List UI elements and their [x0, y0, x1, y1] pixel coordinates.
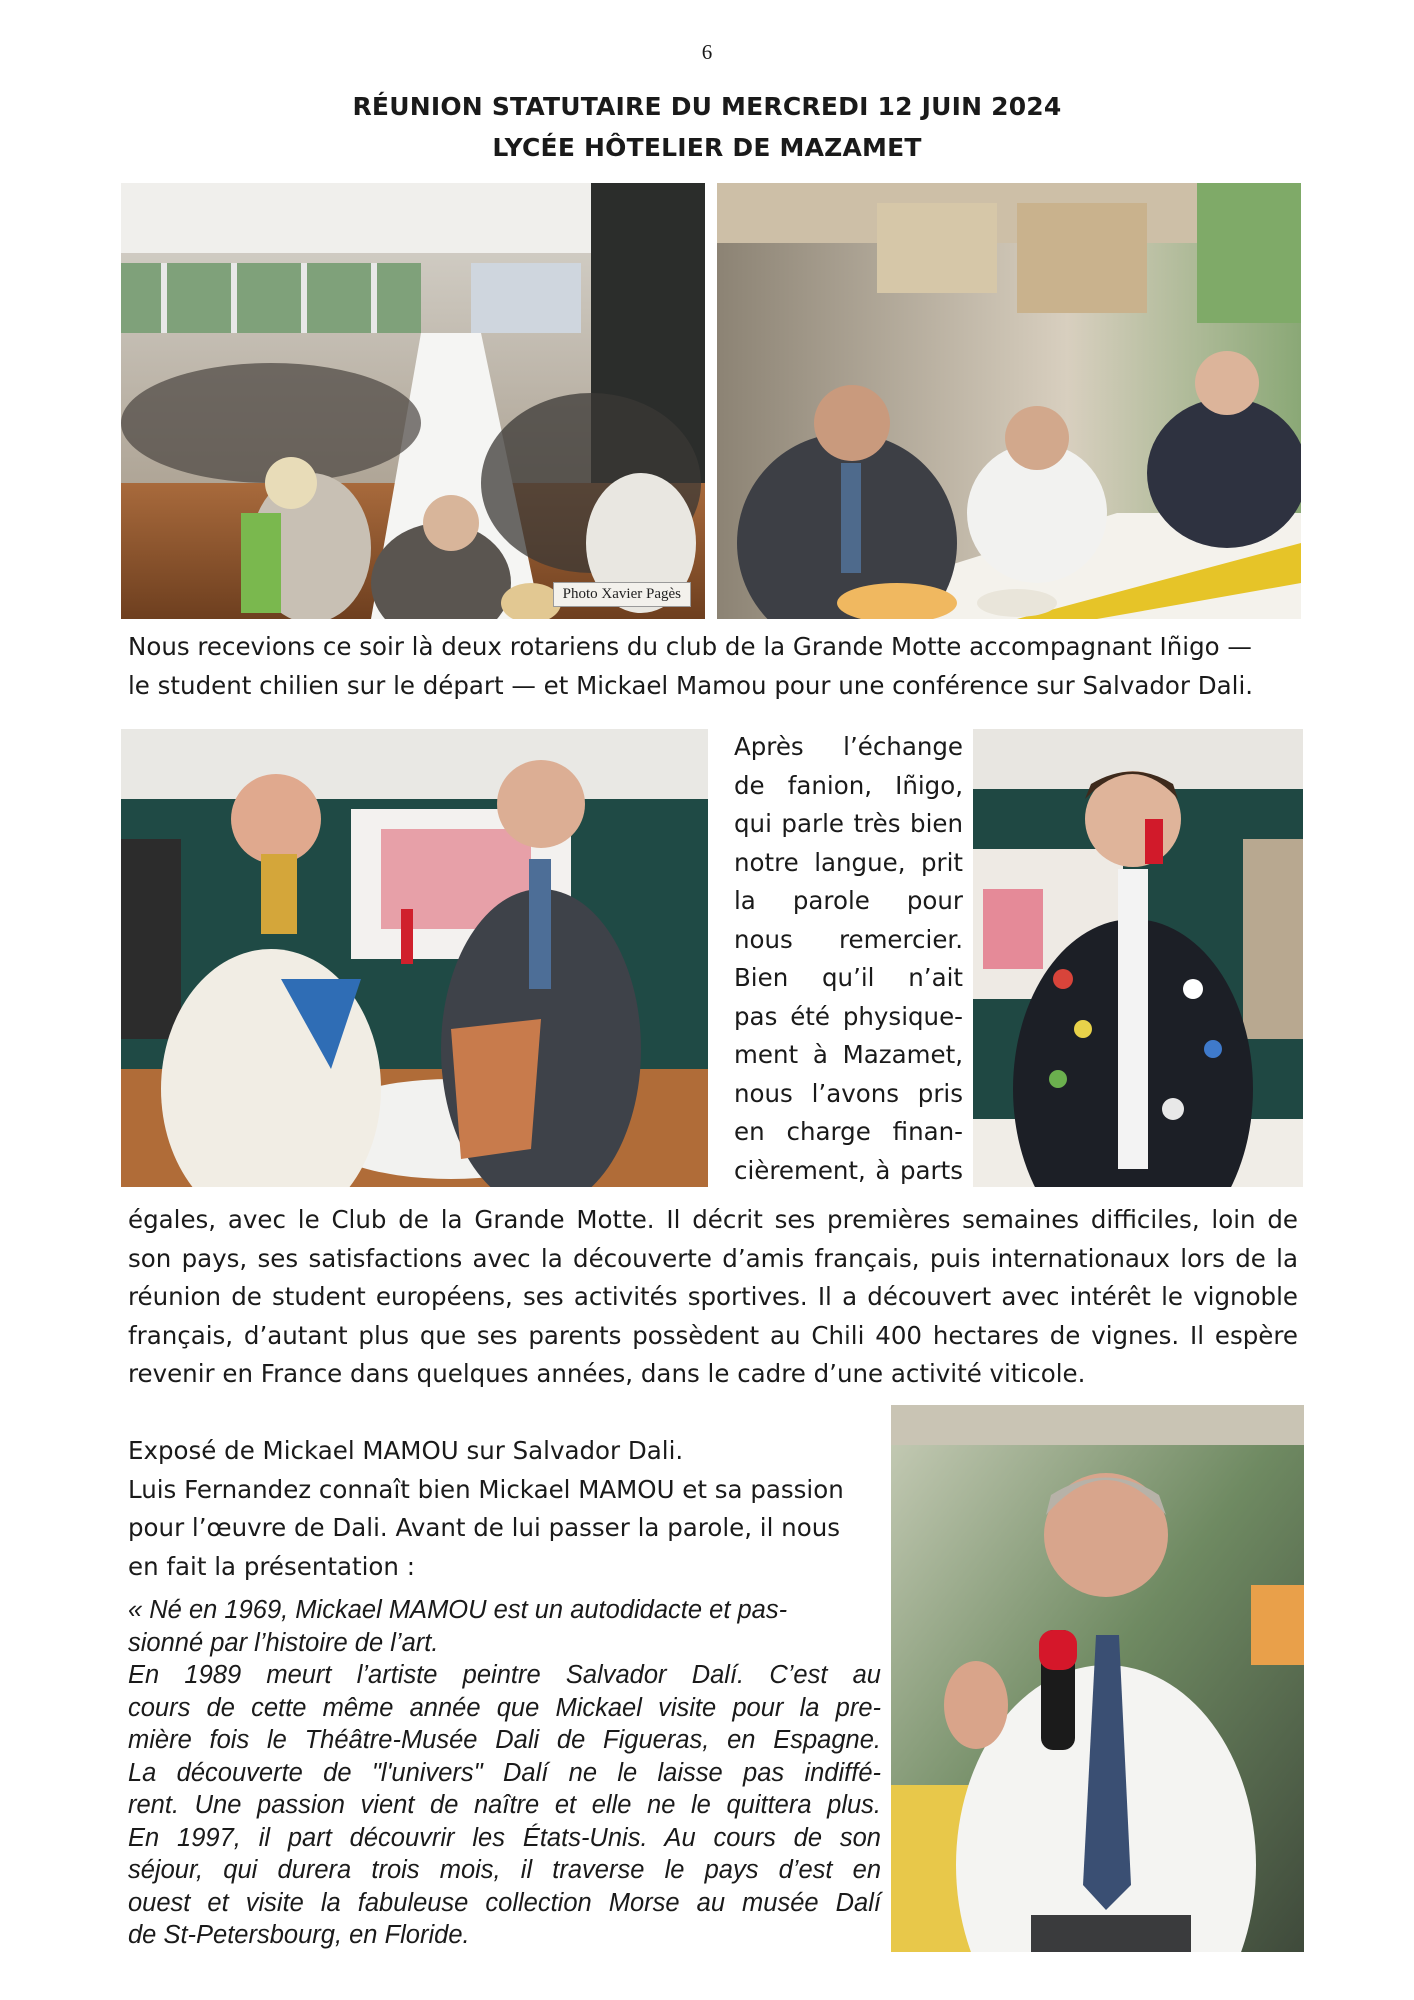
middle-line: nous remercier. [734, 924, 963, 954]
middle-column-text [734, 728, 963, 1190]
continuation-line: égales, avec le Club de la Grande Motte. Il décrit ses premières semaines difficiles, loin de [128, 1205, 1298, 1234]
intro-paragraph [128, 628, 1298, 705]
photo-credit: Photo Xavier Pagès [553, 582, 691, 607]
continuation-paragraph [128, 1201, 1298, 1394]
quote-line: mière fois le Théâtre-Musée Dali de Figueras, en Espagne. [128, 1726, 881, 1754]
expose-intro-line: en fait la présentation : [128, 1551, 415, 1581]
middle-line: cièrement, à parts [734, 1155, 963, 1185]
middle-line: ment à Mazamet, [734, 1040, 963, 1069]
continuation-line: son pays, ses satisfactions avec la découverte d’amis français, puis internationaux lors de la [128, 1243, 1298, 1273]
intro-line: le student chilien sur le départ — et Mickael Mamou pour une conférence sur Salvador Dali. [128, 670, 1254, 700]
quote-line: « Né en 1969, Mickael MAMOU est un autodidacte et pas- [128, 1596, 788, 1624]
quote-line: En 1989 meurt l’artiste peintre Salvador Dalí. C’est au [128, 1661, 881, 1689]
quote-line: cours de cette même année que Mickael visite pour la pre- [128, 1693, 881, 1722]
quote-line: de St-Petersbourg, en Floride. [128, 1921, 470, 1949]
photo-guests-at-table [717, 183, 1301, 619]
middle-line: en charge finan- [734, 1117, 963, 1146]
page-title: RÉUNION STATUTAIRE DU MERCREDI 12 JUIN 2024 [352, 92, 1062, 121]
continuation-line: revenir en France dans quelques années, dans le cadre d’une activité viticole. [128, 1359, 1086, 1388]
expose-intro-line: pour l’œuvre de Dali. Avant de lui passer la parole, il nous [128, 1513, 840, 1542]
middle-line: nous l’avons pris [734, 1078, 963, 1108]
intro-line: Nous recevions ce soir là deux rotariens du club de la Grande Motte accompagnant Iñigo — [128, 632, 1252, 661]
photo-speaker-mamou [891, 1405, 1304, 1952]
photo-pennant-exchange [121, 729, 708, 1187]
expose-section [128, 1432, 878, 1586]
middle-line: notre langue, prit [734, 847, 963, 877]
page-number: 6 [701, 40, 713, 64]
quote-line: ouest et visite la fabuleuse collection Morse au musée Dalí [128, 1888, 881, 1917]
quote-line: La découverte de "l'univers" Dalí ne le laisse pas indiffé- [128, 1758, 881, 1787]
expose-intro-line: Luis Fernandez connaît bien Mickael MAMOU et sa passion [128, 1474, 844, 1504]
continuation-line: réunion de student européens, ses activités sportives. Il a découvert avec intérêt le vignoble [128, 1282, 1298, 1311]
photo-student-speaking [973, 729, 1303, 1187]
expose-heading: Exposé de Mickael MAMOU sur Salvador Dali. [128, 1436, 684, 1465]
quote-line: rent. Une passion vient de naître et elle ne le quittera plus. [128, 1791, 881, 1819]
biography-quote [128, 1594, 881, 1952]
middle-line: la parole pour [734, 886, 963, 915]
middle-line: Bien qu’il n’ait [734, 963, 963, 992]
page-subtitle: LYCÉE HÔTELIER DE MAZAMET [492, 133, 922, 162]
quote-line: En 1997, il part découvrir les États-Unis. Au cours de son [128, 1823, 881, 1852]
quote-line: sionné par l’histoire de l’art. [128, 1628, 439, 1657]
middle-line: pas été physique- [734, 1001, 963, 1031]
quote-line: séjour, qui durera trois mois, il traverse le pays d’est en [128, 1856, 881, 1884]
photo-banquet-hall [121, 183, 705, 619]
middle-line: Après l’échange [734, 732, 963, 761]
middle-line: de fanion, Iñigo, [734, 770, 963, 800]
continuation-line: français, d’autant plus que ses parents possèdent au Chili 400 hectares de vignes. Il espère [128, 1320, 1298, 1350]
middle-line: qui parle très bien [734, 809, 963, 838]
